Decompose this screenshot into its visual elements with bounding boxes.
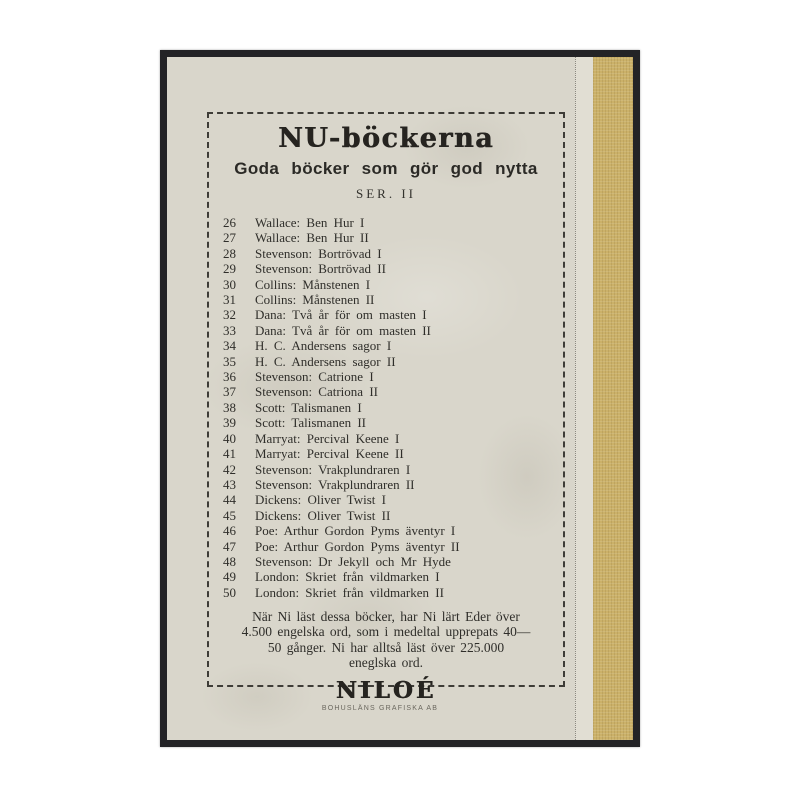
book-number: 39 [223, 415, 236, 431]
list-item [223, 569, 563, 584]
printer-credit: BOHUSLÄNS GRAFISKA AB [321, 705, 439, 712]
book-entry: Marryat: Percival Keene I [255, 430, 400, 446]
book-entry: Stevenson: Catrione I [255, 369, 374, 385]
note-line: eneglska ord. [349, 654, 423, 670]
book-number: 31 [223, 292, 236, 308]
publisher-name: NILOÉ [335, 676, 437, 704]
book-entry: Wallace: Ben Hur I [255, 215, 365, 230]
book-number: 47 [223, 538, 236, 554]
list-item [223, 431, 563, 446]
book-number: 29 [223, 261, 236, 277]
series-slogan: Goda böcker som gör god nytta [234, 159, 538, 178]
book-number: 30 [223, 276, 236, 292]
book-number: 37 [223, 384, 236, 400]
list-item [223, 523, 563, 538]
book-entry: London: Skriet från vildmarken II [255, 584, 444, 600]
list-item [223, 277, 563, 292]
book-entry: Collins: Månstenen I [255, 276, 371, 292]
list-item [223, 446, 563, 461]
book-number: 41 [223, 446, 236, 462]
book-number: 48 [223, 553, 236, 569]
list-item [223, 369, 563, 384]
book-number: 49 [223, 569, 236, 585]
book-entry: Marryat: Percival Keene II [255, 446, 404, 462]
list-item [223, 323, 563, 338]
reading-note [209, 609, 563, 670]
book-number: 44 [223, 492, 236, 508]
book-number: 38 [223, 399, 236, 415]
list-item [223, 477, 563, 492]
series-title: NU-böckerna [277, 123, 495, 154]
book-entry: Stevenson: Vrakplundraren I [255, 461, 411, 477]
list-item [223, 261, 563, 276]
book-entry: Scott: Talismanen II [255, 415, 366, 431]
book-entry: Dana: Två år för om masten I [255, 307, 427, 323]
list-item [223, 246, 563, 261]
list-item [223, 354, 563, 369]
book-entry: Poe: Arthur Gordon Pyms äventyr II [255, 538, 460, 554]
book-number: 32 [223, 307, 236, 323]
book-entry: H. C. Andersens sagor II [255, 353, 396, 369]
list-item [223, 400, 563, 415]
book-number: 43 [223, 476, 236, 492]
list-item [223, 539, 563, 554]
book-entry: Stevenson: Bortrövad II [255, 261, 386, 277]
book-entry: Stevenson: Catriona II [255, 384, 378, 400]
book-entry: Stevenson: Bortrövad I [255, 245, 382, 261]
list-item [223, 508, 563, 523]
series-advert-panel [207, 112, 565, 704]
list-item [223, 215, 563, 230]
book-number: 40 [223, 430, 236, 446]
list-item [223, 585, 563, 600]
list-item [223, 292, 563, 307]
book-number: 27 [223, 230, 236, 246]
book-entry: Scott: Talismanen I [255, 399, 362, 415]
book-entry: Stevenson: Dr Jekyll och Mr Hyde [255, 553, 451, 569]
book-number: 45 [223, 507, 236, 523]
book-entry: Collins: Månstenen II [255, 292, 375, 308]
book-entry: Dana: Två år för om masten II [255, 322, 431, 338]
series-number: SER. II [356, 186, 416, 201]
list-item [223, 554, 563, 569]
list-item [223, 492, 563, 507]
book-back-cover [160, 50, 640, 747]
note-line: När Ni läst dessa böcker, har Ni lärt Eder över [252, 609, 520, 625]
book-number: 36 [223, 369, 236, 385]
book-entry: Poe: Arthur Gordon Pyms äventyr I [255, 523, 456, 539]
book-number: 42 [223, 461, 236, 477]
list-item [223, 384, 563, 399]
book-number: 50 [223, 584, 236, 600]
book-list [209, 215, 563, 600]
note-line: 50 gånger. Ni har alltså läst över 225.000 [267, 639, 505, 655]
book-entry: Wallace: Ben Hur II [255, 230, 369, 246]
book-number: 34 [223, 338, 236, 354]
list-item [223, 338, 563, 353]
book-entry: Dickens: Oliver Twist I [255, 492, 386, 508]
dust-jacket [167, 57, 633, 740]
list-item [223, 415, 563, 430]
book-number: 26 [223, 215, 236, 230]
book-number: 35 [223, 353, 236, 369]
book-entry: H. C. Andersens sagor I [255, 338, 392, 354]
list-item [223, 230, 563, 245]
list-item [223, 462, 563, 477]
book-number: 46 [223, 523, 236, 539]
jacket-fold-edge [575, 57, 593, 740]
note-line: 4.500 engelska ord, som i medeltal upprepats 40— [241, 624, 531, 640]
book-entry: London: Skriet från vildmarken I [255, 569, 440, 585]
book-entry: Stevenson: Vrakplundraren II [255, 476, 415, 492]
book-entry: Dickens: Oliver Twist II [255, 507, 391, 523]
list-item [223, 307, 563, 322]
book-number: 33 [223, 322, 236, 338]
book-number: 28 [223, 245, 236, 261]
cloth-spine-strip [593, 57, 633, 740]
